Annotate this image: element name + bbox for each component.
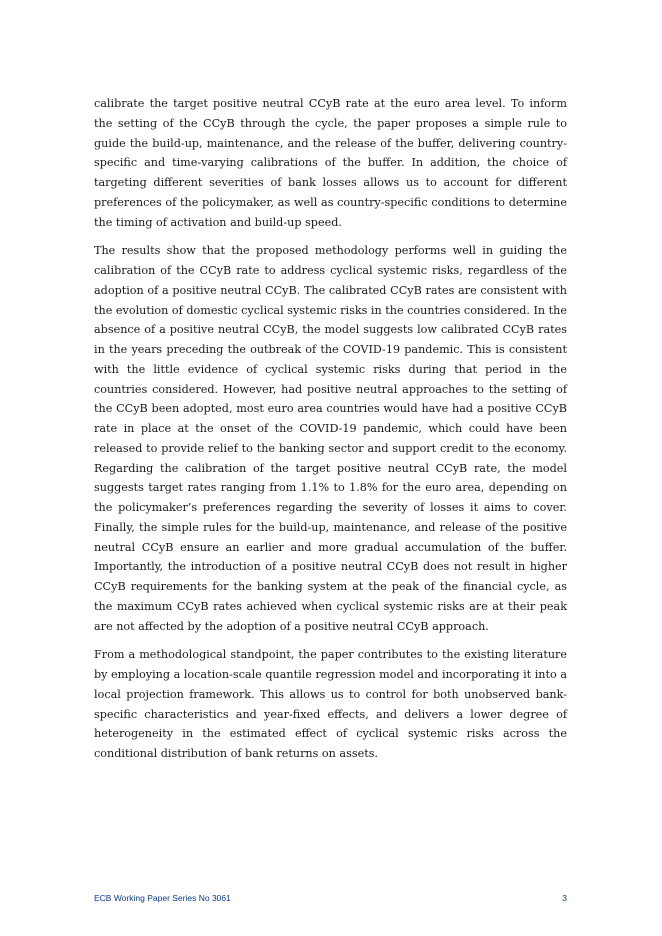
paragraph-2: The results show that the proposed methodology performs well in guiding the calibration of the CCyB rate to address cyclical systemic risks, regardless of the adoption of a positive neutral CCyB. The calibrated CCyB rates are consistent with the evolution of domestic cyclical systemic risks in the countries considered. In the absence of a positive neutral CCyB, the model suggests low calibrated CCyB rates in the years preceding the outbreak of the COVID-19 pandemic. This is consistent with the little evidence of cyclical systemic risks during that period in the countries considered. However, had positive neutral approaches to the setting of the CCyB been adopted, most euro area countries would have had a positive CCyB rate in place at the onset of the COVID-19 pandemic, which could have been released to provide relief to the banking sector and support credit to the economy. Regarding the calibration of the target positive neutral CCyB rate, the model suggests target rates ranging from 1.1% to 1.8% for the euro area, depending on the policymaker’s preferences regarding the severity of losses it aims to cover. Finally, the simple rules for the build-up, maintenance, and release of the positive neutral CCyB ensure an earlier and more gradual accumulation of the buffer. Importantly, the introduction of a positive neutral CCyB does not result in higher CCyB requirements for the banking system at the peak of the financial cycle, as the maximum CCyB rates achieved when cyclical systemic risks are at their peak are not affected by the adoption of a positive neutral CCyB approach. bbox=[94, 244, 567, 633]
footer-series-title: ECB Working Paper Series No 3061 bbox=[94, 893, 231, 903]
body-text bbox=[94, 94, 567, 773]
page-footer bbox=[94, 893, 567, 903]
paragraph-1: calibrate the target positive neutral CCyB rate at the euro area level. To inform the setting of the CCyB through the cycle, the paper proposes a simple rule to guide the build-up, maintenance, and the release of the buffer, delivering country-specific and time-varying calibrations of the buffer. In addition, the choice of targeting different severities of bank losses allows us to account for different preferences of the policymaker, as well as country-specific conditions to determine the timing of activation and build-up speed. bbox=[94, 97, 567, 229]
footer-page-number: 3 bbox=[562, 893, 567, 903]
paragraph-3: From a methodological standpoint, the paper contributes to the existing literature by employing a location-scale quantile regression model and incorporating it into a local projection framework. This allows us to control for both unobserved bank-specific characteristics and year-fixed effects, and delivers a lower degree of heterogeneity in the estimated effect of cyclical systemic risks across the conditional distribution of bank returns on assets. bbox=[94, 648, 567, 760]
